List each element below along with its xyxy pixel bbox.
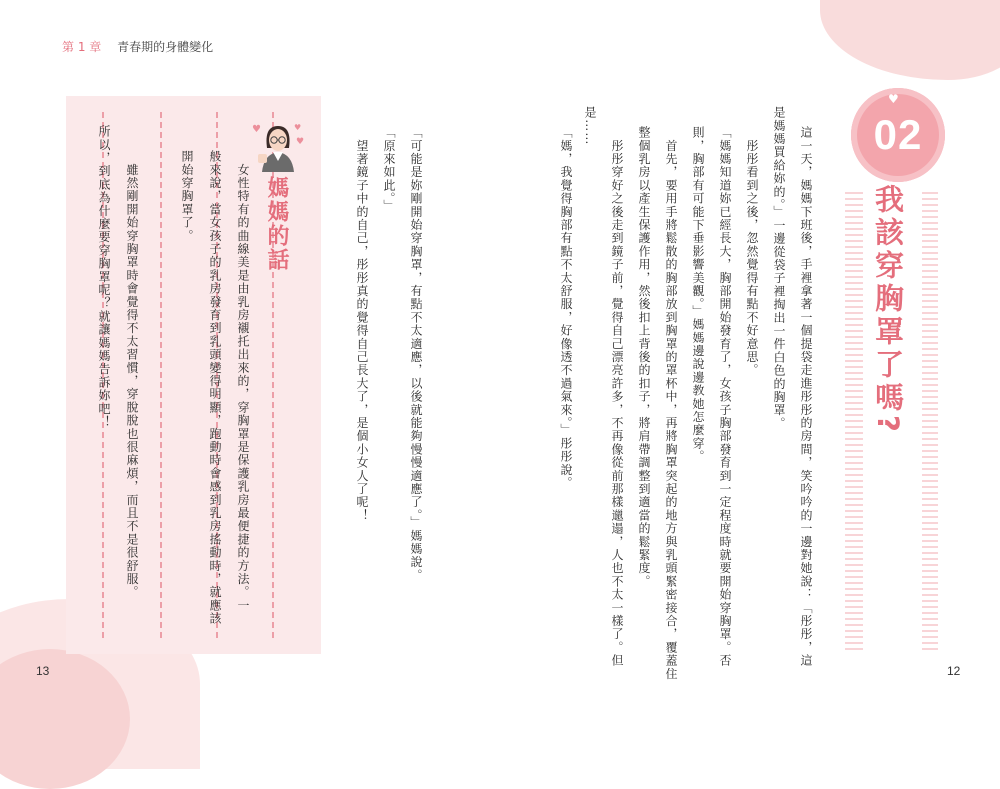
story-line: 望著鏡子中的自己，彤彤真的覺得自己長大了，是個小女人了呢！ — [355, 126, 369, 522]
heart-icon: ♥ — [888, 92, 899, 106]
svg-text:♥: ♥ — [296, 137, 305, 147]
chapter-title: 青春期的身體變化 — [117, 40, 214, 54]
story-line: 「可能是妳剛開始穿胸罩，有點不太適應，以後就能夠慢慢適應了。」媽媽說。 — [409, 126, 423, 582]
decorative-stripe — [922, 190, 938, 650]
story-line: 「媽，我覺得胸部有點不太舒服，好像透不過氣來。」彤彤說。 — [559, 126, 573, 490]
sidebar-line: 女性特有的曲線美是由乳房襯托出來的，穿胸罩是保護乳房最便捷的方法。一 — [236, 150, 250, 612]
story-line: 「媽媽知道妳已經長大，胸部開始發育了，女孩子胸部發育到一定程度時就要開始穿胸罩。否 — [718, 126, 732, 668]
chapter-label: 第 1 章 — [62, 40, 102, 54]
page-number-left: 13 — [36, 664, 50, 678]
story-line: 整個乳房以產生保護作用，然後扣上背後的扣子，將肩帶調整到適當的鬆緊度。 — [637, 126, 651, 588]
story-line: 「原來如此。」 — [382, 126, 396, 213]
decorative-stripe — [845, 190, 863, 650]
page-number-right: 12 — [947, 664, 961, 678]
section-number: 02 — [873, 111, 923, 158]
story-line: 彤彤看到之後，忽然覺得有點不好意思。 — [745, 126, 759, 377]
story-line: 彤彤穿好之後走到鏡子前，覺得自己漂亮許多，不再像從前那樣邋遢，人也不太一樣了。但 — [610, 126, 624, 668]
svg-text:♥: ♥ — [294, 123, 302, 132]
sidebar-line: 所以，到底為什麼要穿胸罩呢？就讓媽媽告訴妳吧！ — [97, 125, 111, 429]
story-line: 首先，要用手將鬆散的胸部放到胸罩的罩杯中，再將胸罩突起的地方與乳頭緊密接合，覆蓋住 — [664, 126, 678, 681]
dashed-rule — [160, 112, 162, 638]
story-line: 這一天，媽媽下班後，手裡拿著一個提袋走進彤彤的房間，笑吟吟的一邊對她說：「彤彤，這 — [799, 126, 813, 668]
mom-says-title: 媽媽的話 — [264, 176, 289, 272]
mom-avatar-icon — [250, 118, 306, 172]
sidebar-line: 雖然剛開始穿胸罩時會覺得不太習慣，穿脫脫也很麻煩，而且不是很舒服。 — [125, 150, 139, 599]
running-header — [62, 38, 213, 55]
story-line: 是…… — [583, 106, 597, 146]
story-line: 是媽媽買給妳的。」一邊從袋子裡掏出一件白色的胸罩。 — [772, 106, 786, 430]
story-line: 則，胸部有可能下垂影響美觀。」媽媽邊說邊教她怎麼穿。 — [691, 126, 705, 464]
sidebar-line: 般來說，當女孩子的乳房發育到乳頭變得明顯，跑動時會感到乳房搖動時，就應該 — [208, 150, 222, 626]
sidebar-line: 開始穿胸罩了。 — [180, 150, 194, 243]
corner-decoration-top — [820, 0, 1000, 80]
section-title: 我該穿胸罩了嗎? — [871, 184, 905, 436]
svg-text:♥: ♥ — [252, 124, 261, 135]
